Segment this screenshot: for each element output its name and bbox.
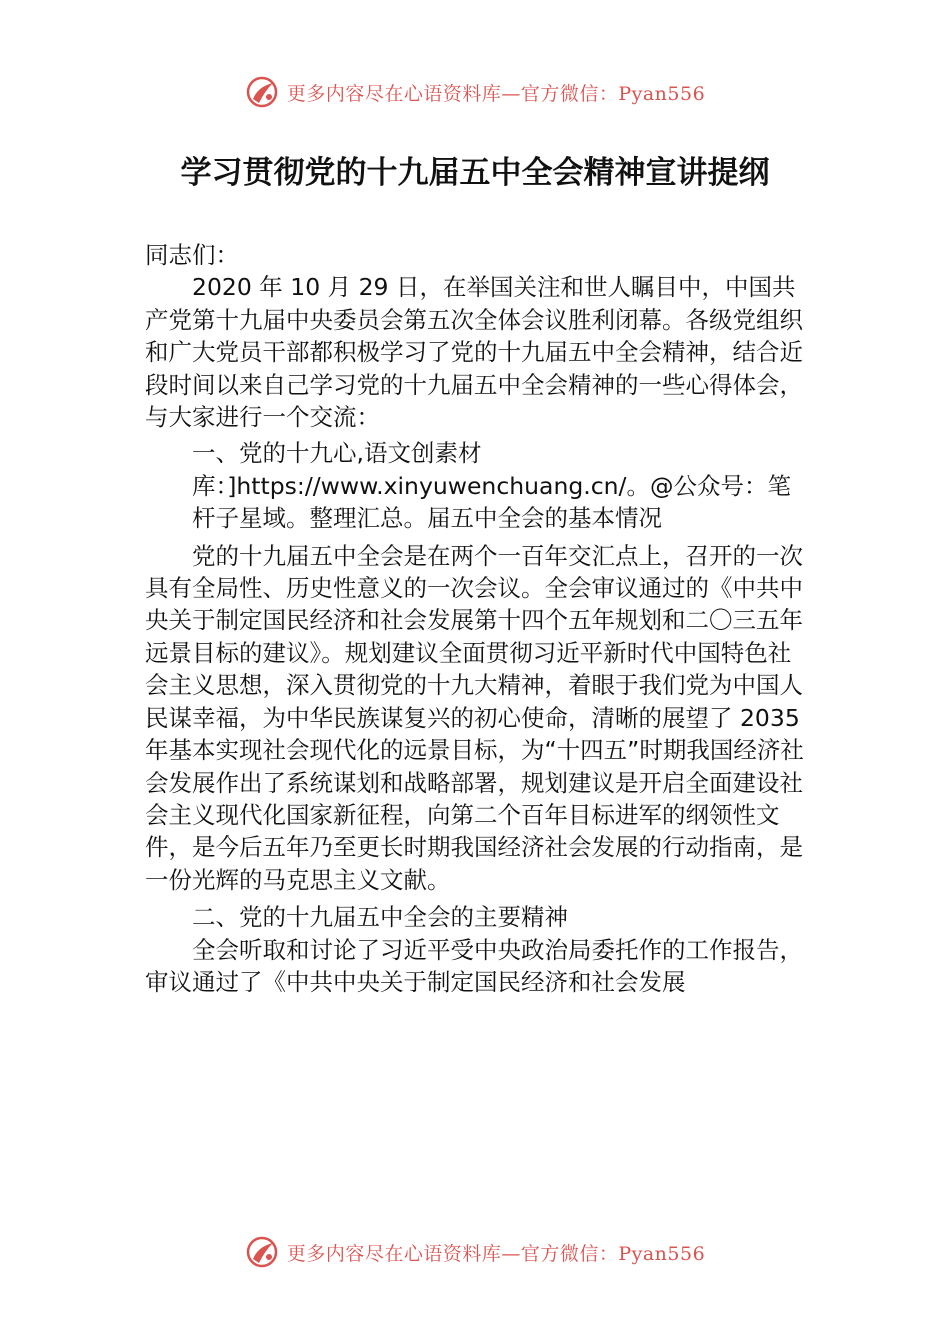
watermark-banner-bottom <box>0 1232 950 1272</box>
section2-heading: 二、党的十九届五中全会的主要精神 <box>192 903 568 932</box>
document-body <box>145 239 807 998</box>
intro-paragraph: 2020 年 10 月 29 日，在举国关注和世人瞩目中，中国共产党第十九届中央委员会第五次全体会议胜利闭幕。各级党组织和广大党员干部都积极学习了党的十九届五中全会精神，结合近段时间以来自己学习党的十九届五中全会精神的一些心得体会，与大家进行一个交流： <box>145 273 803 432</box>
section1-paragraph: 党的十九届五中全会是在两个一百年交汇点上，召开的一次具有全局性、历史性意义的一次会议。全会审议通过的《中共中央关于制定国民经济和社会发展第十四个五年规划和二〇三五年远景目标的建议》。规划建议全面贯彻习近平新时代中国特色社会主义思想，深入贯彻党的十九大精神，着眼于我们党为中国人民谋幸福，为中华民族谋复兴的初心使命，清晰的展望了 2035 年基本实现社会现代化的远景目标，为“十四五”时期我国经济社会发展作出了系统谋划和战略部署，规划建议是开启全面建设社会主义现代化国家新征程，向第二个百年目标进军的纲领性文件，是今后五年乃至更长时期我国经济社会发展的行动指南，是一份光辉的马克思主义文献。 <box>145 541 804 894</box>
section2-paragraph: 全会听取和讨论了习近平受中央政治局委托作的工作报告，审议通过了《中共中央关于制定国民经济和社会发展 <box>145 935 803 996</box>
document-title: 学习贯彻党的十九届五中全会精神宣讲提纲 <box>180 155 770 191</box>
watermark-banner-top <box>0 72 950 112</box>
watermark-text: 更多内容尽在心语资料库—官方微信：Pyan556 <box>286 82 706 105</box>
section1-heading: 一、党的十九心,语文创素材库：]https://www.xinyuwenchuang.cn/。@公众号：笔杆子星域。整理汇总。届五中全会的基本情况 <box>192 439 791 533</box>
watermark-text: 更多内容尽在心语资料库—官方微信：Pyan556 <box>286 1242 706 1265</box>
seal-logo-icon <box>245 75 279 109</box>
salutation: 同志们： <box>145 241 239 269</box>
seal-logo-icon <box>245 1235 279 1269</box>
